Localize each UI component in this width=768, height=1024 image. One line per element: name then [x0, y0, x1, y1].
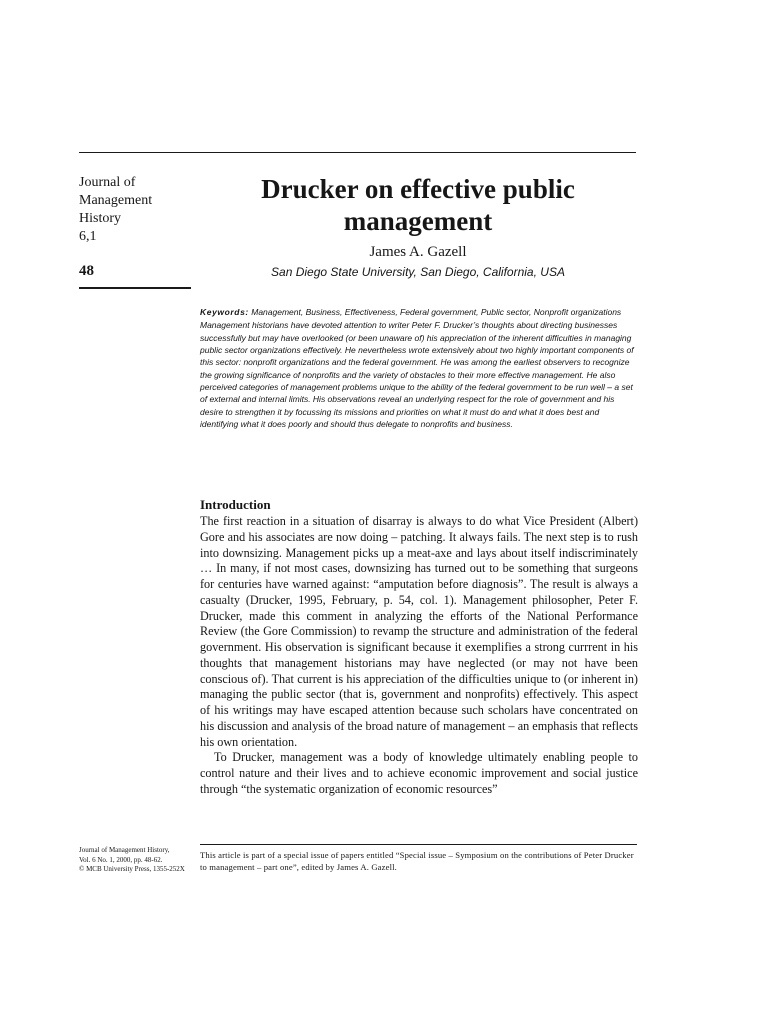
- citation-line: Journal of Management History,: [79, 846, 170, 854]
- body-text: [200, 514, 638, 798]
- sidebar-rule: [79, 287, 191, 289]
- footnote: This article is part of a special issue of papers entitled “Special issue – Symposium on the contributions of Peter Drucker to management – part one”, edited by James A. Gazell.: [200, 850, 634, 872]
- journal-line: Management: [79, 193, 153, 208]
- article-title: Drucker on effective public management: [261, 174, 575, 236]
- citation-line: © MCB University Press, 1355-252X: [79, 865, 185, 874]
- page-number: 48: [79, 263, 94, 279]
- citation-info: [79, 846, 199, 875]
- keywords-text: Management, Business, Effectiveness, Federal government, Public sector, Nonprofit organizations: [251, 307, 622, 317]
- citation-line: Vol. 6 No. 1, 2000, pp. 48-62.: [79, 855, 163, 864]
- journal-volume: 6,1: [79, 229, 97, 244]
- section-heading: Introduction: [200, 497, 271, 512]
- author-affiliation: San Diego State University, San Diego, California, USA: [271, 265, 565, 279]
- journal-line: History: [79, 211, 121, 226]
- keywords: [200, 306, 638, 318]
- keywords-label: Keywords:: [200, 307, 249, 317]
- abstract-block: [200, 306, 638, 430]
- article-author: James A. Gazell: [369, 244, 467, 260]
- header-rule: [79, 152, 636, 153]
- footnote-rule: [200, 844, 637, 845]
- abstract-text: Management historians have devoted attention to writer Peter F. Drucker’s thoughts about directing businesses successfully but may have overlooked (or been unaware of) his appreciation of the inherent difficulties in managing public sector organizations effectively. He nevertheless wrote extensively about two highly important components of this sector: nonprofit organizations and the federal government. He was among the earliest observers to recognize the growing significance of nonprofits and the variety of obstacles to their more effective management. He also perceived categories of management problems unique to the ability of the federal government to be run well – a set of external and internal limits. His observations reveal an underlying respect for the role of government and his desire to strengthen it by focussing its missions and priorities on what it must do and what it does best and identifying what it does poorly and should thus delegate to nonprofits and business.: [200, 320, 634, 430]
- journal-line: Journal of: [79, 175, 136, 190]
- paragraph: To Drucker, management was a body of knowledge ultimately enabling people to control nature and their lives and to achieve economic improvement and social justice through “the systematic organization of economic resources”: [200, 750, 638, 796]
- paragraph: The first reaction in a situation of disarray is always to do what Vice President (Albert) Gore and his associates are now doing – patching. It always fails. The next step is to rush into downsizing. Management picks up a meat-axe and lays about itself indiscriminately … In many, if not most cases, downsizing has turned out to be something that surgeons for centuries have warned against: “amputation before diagnosis”. The result is always a casualty (Drucker, 1995, February, p. 54, col. 1). Management philosopher, Peter F. Drucker, made this comment in analyzing the efforts of the National Performance Review (the Gore Commission) to revamp the structure and administration of the federal government. His observation is significant because it exemplifies a strong currrent in his thoughts that management historians may have neglected (or may not have been conscious of). That current is his appreciation of the difficulties unique to (or inherent in) managing the public sector (that is, government and nonprofits) effectively. This aspect of his writings may have escaped attention because such scholars have concentrated on his discussion and analysis of the broad nature of management – an emphasis that reflects his own orientation.: [200, 514, 638, 749]
- journal-info: [79, 174, 199, 246]
